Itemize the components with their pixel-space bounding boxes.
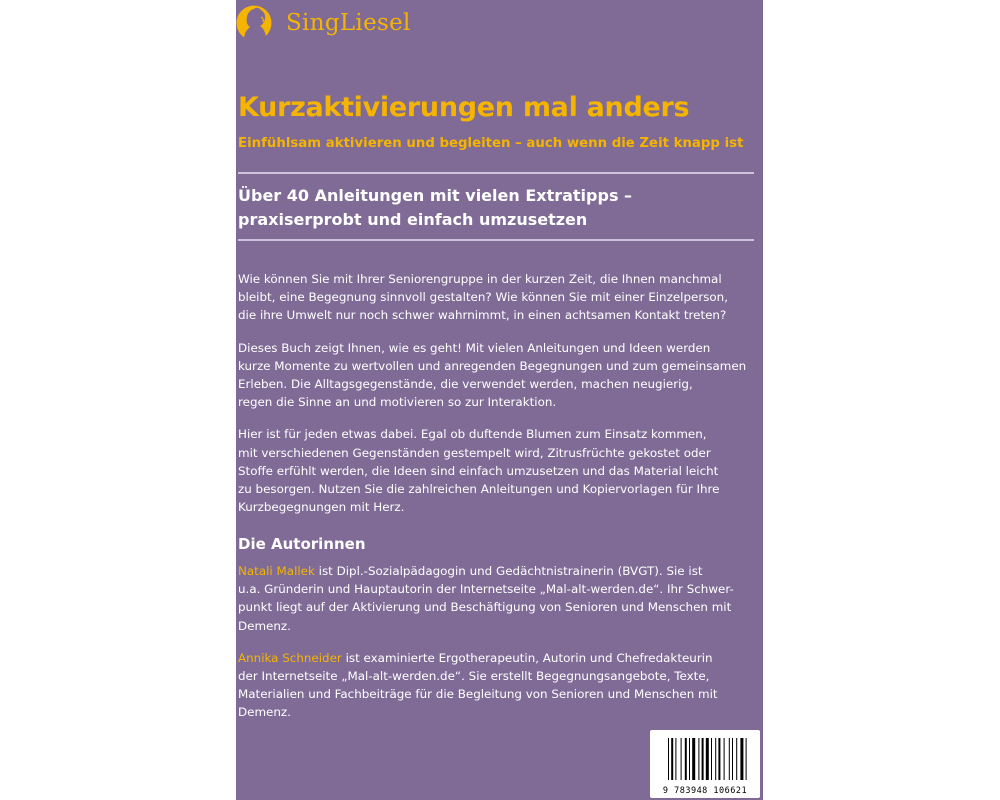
description-paragraph xyxy=(238,270,758,325)
barcode-bar xyxy=(698,738,699,780)
text-line: die ihre Umwelt nur noch schwer wahrnimmt, in einen achtsamen Kontakt treten? xyxy=(238,308,727,323)
barcode-bar xyxy=(689,738,690,780)
text-line: der Internetseite „Mal-alt-werden.de“. Sie erstellt Begegnungsangebote, Texte, xyxy=(238,669,710,684)
text-line: Demenz. xyxy=(238,618,291,633)
book-title: Kurzaktivierungen mal anders xyxy=(238,92,690,123)
barcode-bar xyxy=(685,738,687,780)
barcode-bar xyxy=(736,738,737,780)
book-subtitle: Einfühlsam aktivieren und begleiten – auch wenn die Zeit knapp ist xyxy=(238,136,744,151)
barcode-bar xyxy=(740,738,743,780)
divider xyxy=(238,239,754,241)
text-line: zu besorgen. Nutzen Sie die zahlreichen Anleitungen und Kopiervorlagen für Ihre xyxy=(238,482,720,497)
text-line: Materialien und Fachbeiträge für die Begleitung von Senioren und Menschen mit xyxy=(238,687,718,702)
text-line: kurze Momente zu wertvollen und anregenden Begegnungen und zum gemeinsamen xyxy=(238,358,747,373)
barcode-bar xyxy=(692,738,695,780)
barcode-bar xyxy=(671,738,673,780)
text-line: regen die Sinne an und motivieren so zur Interaktion. xyxy=(238,395,557,410)
barcode-bar xyxy=(718,738,720,780)
barcode-bar xyxy=(732,738,733,780)
text-line: Stoffe erfühlt werden, die Ideen sind einfach umzusetzen und das Material leicht xyxy=(238,463,719,478)
author-bio xyxy=(238,562,758,635)
barcode-bar xyxy=(746,738,747,780)
publisher-name: SingLiesel xyxy=(286,10,411,36)
text-line: Kurzbegegnungen mit Herz. xyxy=(238,500,405,515)
highlight-text xyxy=(238,184,753,232)
description-paragraph xyxy=(238,425,758,516)
text-line xyxy=(238,562,758,580)
authors-heading: Die Autorinnen xyxy=(238,535,366,553)
text-line: punkt liegt auf der Aktivierung und Beschäftigung von Senioren und Menschen mit xyxy=(238,600,732,615)
author-name: Annika Schneider xyxy=(238,650,342,665)
description xyxy=(238,270,758,530)
woman-silhouette-icon xyxy=(236,1,274,51)
description-paragraph xyxy=(238,339,758,412)
barcode-bar xyxy=(711,738,712,780)
barcode-bar xyxy=(724,738,725,780)
highlight-line: praxiserprobt und einfach umzusetzen xyxy=(238,210,588,229)
text-fragment: ist Dipl.-Sozialpädagogin und Gedächtnistrainerin (BVGT). Sie ist xyxy=(314,564,703,578)
text-line: Demenz. xyxy=(238,705,291,720)
barcode-bars xyxy=(650,730,760,786)
text-fragment: ist examinierte Ergotherapeutin, Autorin und Chefredakteurin xyxy=(341,650,713,665)
text-line: Hier ist für jeden etwas dabei. Egal ob duftende Blumen zum Einsatz kommen, xyxy=(238,427,707,442)
barcode-bar xyxy=(729,738,730,780)
author-bio xyxy=(238,649,758,722)
isbn-number: 9 783948 106621 xyxy=(662,786,748,796)
divider xyxy=(238,172,754,174)
barcode-bar xyxy=(675,738,676,780)
isbn-barcode xyxy=(650,730,760,798)
text-line xyxy=(238,649,758,667)
text-line: Dieses Buch zeigt Ihnen, wie es geht! Mit vielen Anleitungen und Ideen werden xyxy=(238,340,711,355)
text-line: Wie können Sie mit Ihrer Seniorengruppe in der kurzen Zeit, die Ihnen manchmal xyxy=(238,272,722,286)
barcode-bar xyxy=(715,738,716,780)
text-line: mit verschiedenen Gegenständen gestempelt wird, Zitrusfrüchte gekostet oder xyxy=(238,445,711,460)
text-line: Erleben. Die Alltagsgegenstände, die verwendet werden, machen neugierig, xyxy=(238,377,693,392)
author-name: Natali Mallek xyxy=(238,564,315,578)
barcode-bar xyxy=(702,738,704,780)
text-line: u.a. Gründerin und Hauptautorin der Internetseite „Mal-alt-werden.de“. Ihr Schwer- xyxy=(238,582,734,597)
text-line: bleibt, eine Begegnung sinnvoll gestalten? Wie können Sie mit einer Einzelperson, xyxy=(238,290,728,305)
barcode-bar xyxy=(706,738,709,780)
author-bios xyxy=(238,562,758,736)
barcode-bar xyxy=(681,738,682,780)
book-back-cover xyxy=(236,0,763,800)
barcode-bar xyxy=(668,738,669,780)
highlight-line: Über 40 Anleitungen mit vielen Extratipps – xyxy=(238,186,633,205)
